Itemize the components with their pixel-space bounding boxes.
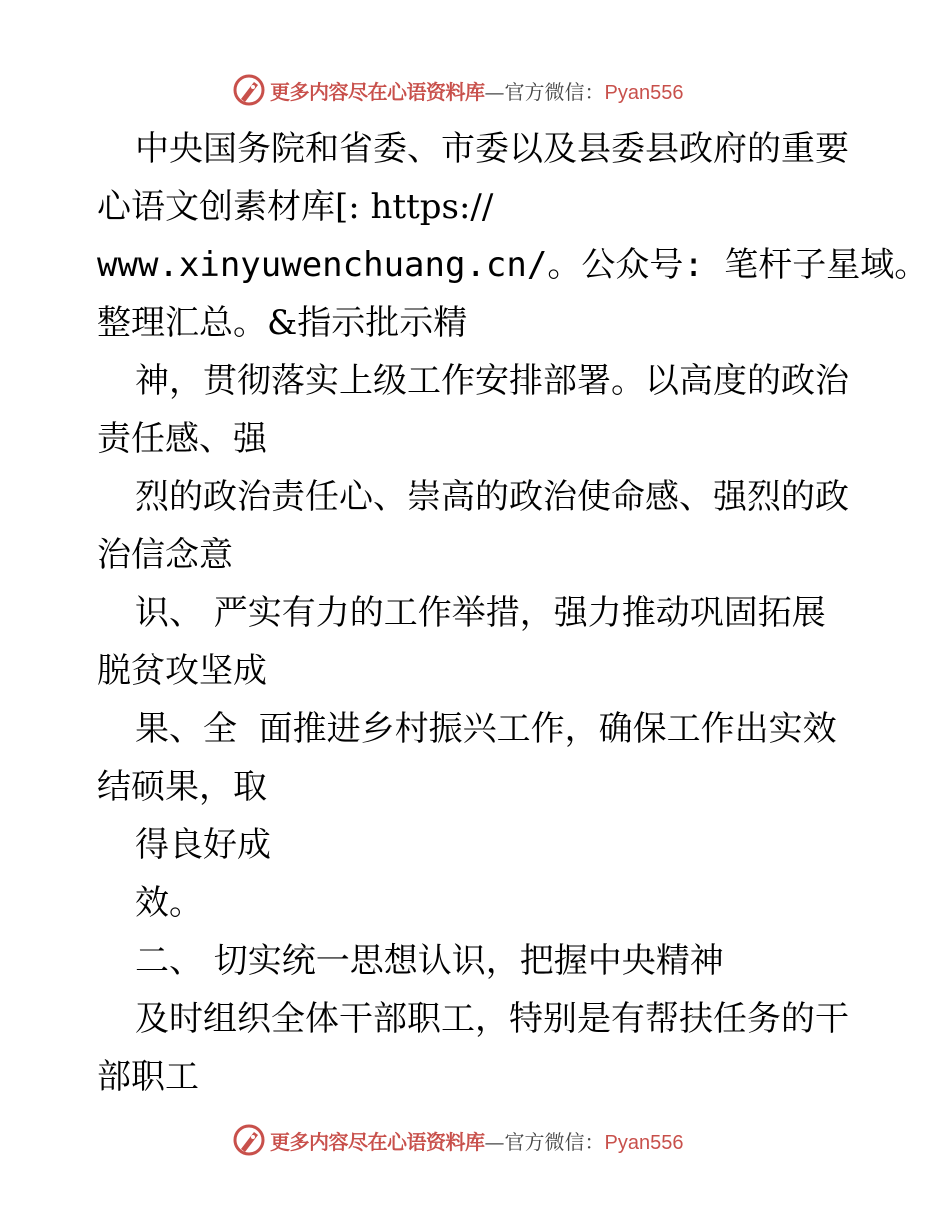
text-line: 治信念意 — [97, 535, 233, 575]
watermark-wechat-id: Pyan556 — [604, 1131, 684, 1154]
watermark-dash: — — [484, 79, 505, 104]
text-line: 中央国务院和省委、市委以及县委县政府的重要 — [135, 129, 849, 169]
text-line: 效。 — [135, 883, 203, 923]
watermark-wechat-id: Pyan556 — [604, 81, 684, 104]
text-line: 及时组织全体干部职工，特别是有帮扶任务的干 — [135, 999, 849, 1039]
watermark-title: 更多内容尽在心语资料库 — [270, 1129, 485, 1154]
text-line: 神，贯彻落实上级工作安排部署。以高度的政治 — [135, 361, 849, 401]
text-line: 心语文创素材库[: https:// — [97, 187, 494, 227]
text-line: 脱贫攻坚成 — [97, 651, 267, 691]
text-line: www.xinyuwenchuang.cn/。公众号: 笔杆子星域。 — [97, 245, 929, 285]
watermark-wechat-label: 官方微信： — [504, 79, 605, 104]
watermark-wechat-label: 官方微信： — [504, 1129, 605, 1154]
text-line: 烈的政治责任心、崇高的政治使命感、强烈的政 — [135, 477, 849, 517]
text-line: 结硕果，取 — [97, 767, 267, 807]
document-body — [97, 120, 929, 1106]
pen-nib-logo-icon — [232, 1123, 266, 1157]
header-watermark — [232, 70, 712, 110]
pen-nib-logo-icon — [232, 73, 266, 107]
text-line: 责任感、强 — [97, 419, 267, 459]
watermark-dash: — — [484, 1129, 505, 1154]
text-line: 整理汇总。&指示批示精 — [97, 303, 468, 343]
text-line: 二、 切实统一思想认识，把握中央精神 — [135, 941, 724, 981]
text-line: 果、全 面推进乡村振兴工作，确保工作出实效 — [135, 709, 837, 749]
watermark-title: 更多内容尽在心语资料库 — [270, 79, 485, 104]
text-line: 部职工 — [97, 1057, 199, 1097]
text-line: 识、 严实有力的工作举措，强力推动巩固拓展 — [135, 593, 826, 633]
footer-watermark — [232, 1120, 712, 1160]
text-line: 得良好成 — [135, 825, 271, 865]
